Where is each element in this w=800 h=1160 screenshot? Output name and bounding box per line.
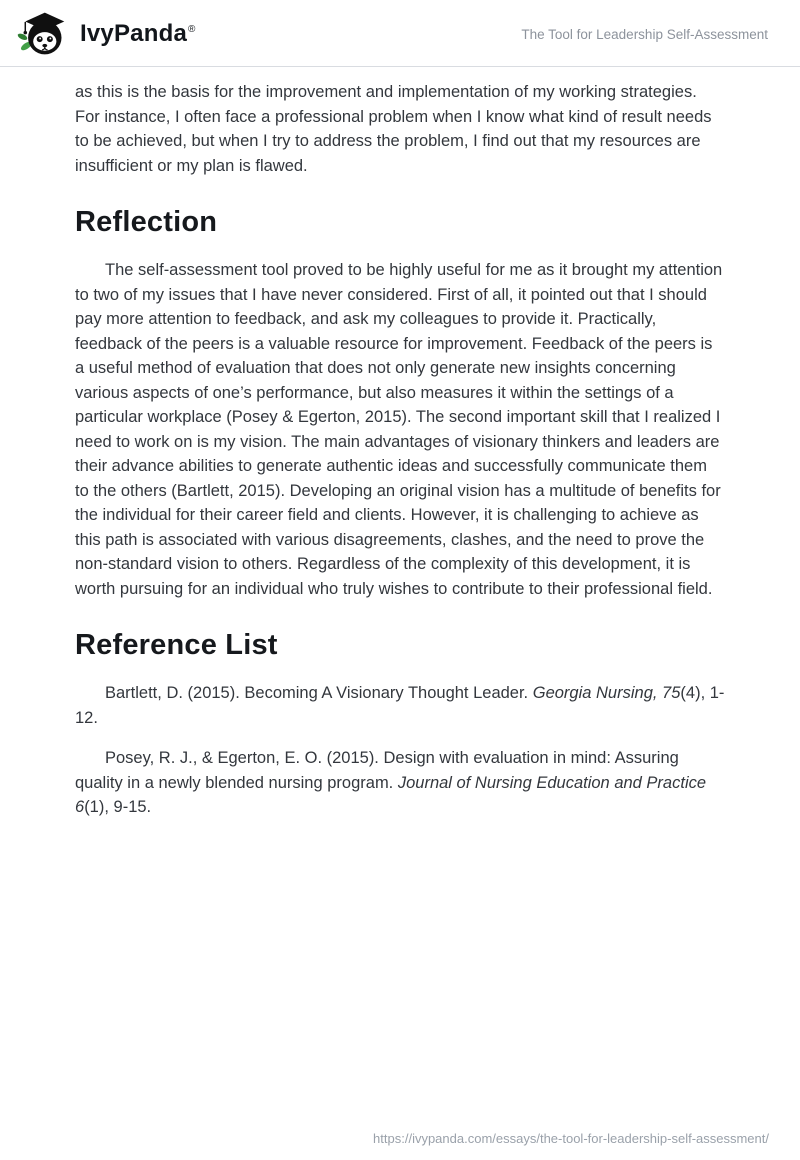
ivypanda-logo[interactable] <box>14 8 196 60</box>
header-divider <box>0 66 800 67</box>
reflection-paragraph: The self-assessment tool proved to be highly useful for me as it brought my attention to two of my issues that I have never considered. First of all, it pointed out that I should pay more attention to feedback, and ask my colleagues to provide it. Practically, feedback of the peers is a valuable resource for improvement. Feedback of the peers is a useful method of evaluation that does not only generate new insights concerning various aspects of one’s performance, but also measures it within the settings of a particular workplace (Posey & Egerton, 2015). The second important skill that I realized I need to work on is my vision. The main advantages of visionary thinkers and leaders are their advance abilities to generate authentic ideas and successfully communicate them to the others (Bartlett, 2015). Developing an original vision has a multitude of benefits for the individual for their career field and clients. However, it is challenging to achieve as this path is associated with various disagreements, clashes, and the need to prove the non-standard vision to others. Regardless of the complexity of this development, it is worth pursuing for an individual who truly wishes to contribute to their professional field. <box>75 261 723 598</box>
intro-paragraph: as this is the basis for the improvement and implementation of my working strategies. For instance, I often face a professional problem when I know what kind of result needs to be achieved, but when I try to address the problem, I find out that my resources are insufficient or my plan is flawed. <box>75 83 712 175</box>
document-title: The Tool for Leadership Self-Assessment <box>521 26 768 42</box>
reference-journal: Journal of Nursing Education and Practice 6 <box>75 773 707 816</box>
page-footer <box>373 1130 769 1148</box>
panda-graduate-icon <box>14 8 70 60</box>
reference-entry-posey <box>75 746 725 820</box>
reference-list-heading: Reference List <box>75 629 278 661</box>
page-header <box>0 0 800 66</box>
source-url[interactable]: https://ivypanda.com/essays/the-tool-for-leadership-self-assessment/ <box>373 1131 769 1146</box>
reference-journal: Georgia Nursing, 75 <box>532 684 681 702</box>
brand-name: IvyPanda® <box>80 20 196 47</box>
reference-text: (4), 1-12. <box>75 684 725 727</box>
registered-mark: ® <box>188 24 196 35</box>
reference-text: (1), 9-15. <box>84 798 152 816</box>
reflection-heading: Reflection <box>75 206 218 238</box>
reference-text: Bartlett, D. (2015). Becoming A Visionary Thought Leader. <box>105 684 533 702</box>
reference-entry-bartlett <box>75 681 725 730</box>
essay-content <box>0 80 800 820</box>
reference-text: Posey, R. J., & Egerton, E. O. (2015). Design with evaluation in mind: Assuring quality in a newly blended nursing program. <box>75 749 679 792</box>
